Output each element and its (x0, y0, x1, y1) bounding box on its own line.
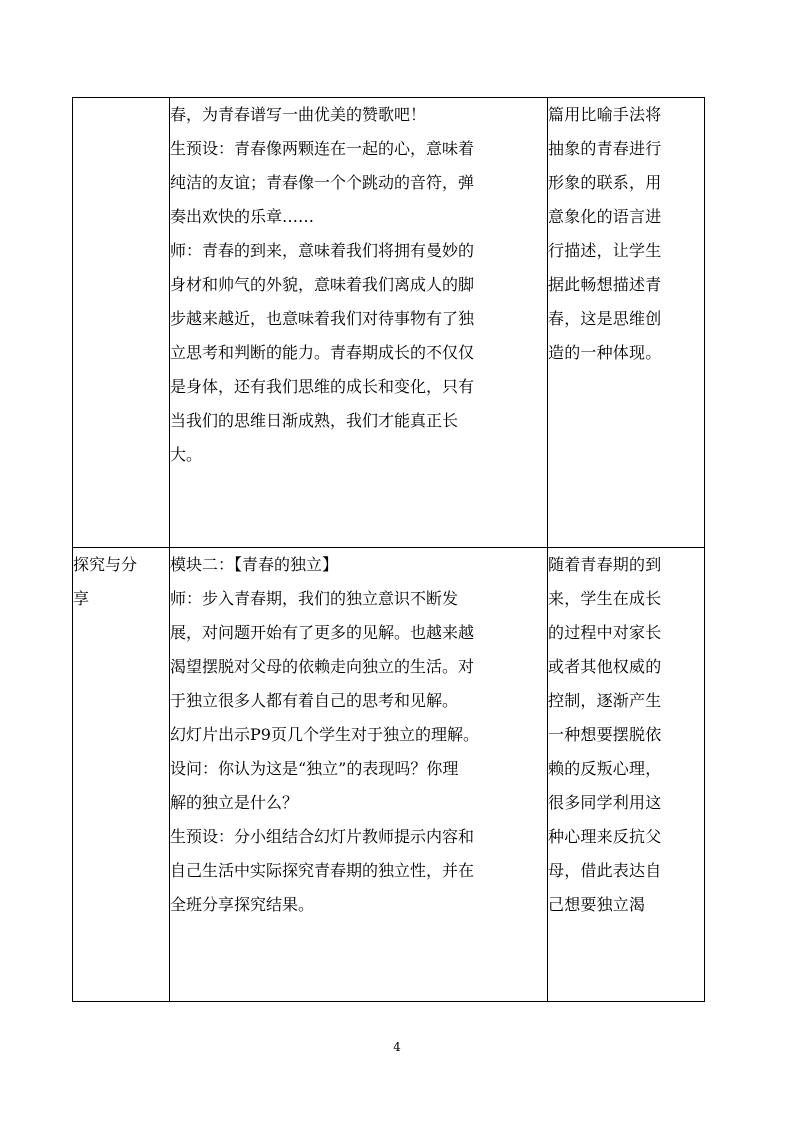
intent-line: 造的一种体现。 (548, 343, 662, 362)
activity-line: 生预设：分小组结合幻灯片教师提示内容和 (170, 827, 475, 846)
activity-line: 渴望摆脱对父母的依赖走向独立的生活。对 (170, 657, 475, 676)
lesson-plan-table (72, 97, 705, 1002)
intent-line: 赖的反叛心理， (548, 759, 662, 778)
activity-line: 全班分享探究结果。 (170, 895, 315, 914)
intent-line: 或者其他权威的 (548, 657, 662, 676)
stage-line: 享 (73, 589, 90, 608)
activity-line: 师：步入青春期，我们的独立意识不断发 (170, 589, 459, 608)
activity-line: 春，为青春谱写一曲优美的赞歌吧！ (170, 105, 427, 124)
activity-cell (170, 548, 548, 1002)
table-row (73, 548, 705, 1002)
intent-line: 春，这是思维创 (548, 309, 662, 328)
intent-line: 己想要独立渴 (548, 895, 646, 914)
activity-line: 身材和帅气的外貌，意味着我们离成人的脚 (170, 275, 475, 294)
activity-line: 当我们的思维日渐成熟，我们才能真正长 (170, 411, 459, 430)
activity-line: 是身体，还有我们思维的成长和变化，只有 (170, 377, 475, 396)
stage-cell (73, 98, 170, 548)
design-intent-cell (548, 98, 705, 548)
activity-line: 生预设：青春像两颗连在一起的心，意味着 (170, 139, 475, 158)
activity-line: 于独立很多人都有着自己的思考和见解。 (170, 691, 459, 710)
intent-line: 控制，逐渐产生 (548, 691, 662, 710)
activity-line: 自己生活中实际探究青春期的独立性，并在 (170, 861, 475, 880)
intent-line: 意象化的语言进 (548, 207, 662, 226)
intent-line: 行描述，让学生 (548, 241, 662, 260)
intent-line: 来，学生在成长 (548, 589, 662, 608)
activity-cell (170, 98, 548, 548)
activity-line: 奏出欢快的乐章…… (170, 207, 315, 226)
intent-line: 很多同学利用这 (548, 793, 662, 812)
activity-line: 模块二：【青春的独立】 (170, 555, 339, 574)
activity-line: 幻灯片出示P9页几个学生对于独立的理解。 (170, 725, 479, 744)
activity-line: 大。 (170, 445, 203, 464)
design-intent-cell (548, 548, 705, 1002)
intent-line: 形象的联系，用 (548, 173, 662, 192)
intent-line: 母，借此表达自 (548, 861, 662, 880)
intent-line: 一种想要摆脱依 (548, 725, 662, 744)
activity-line: 立思考和判断的能力。青春期成长的不仅仅 (170, 343, 475, 362)
intent-line: 篇用比喻手法将 (548, 105, 662, 124)
table-row (73, 98, 705, 548)
intent-line: 据此畅想描述青 (548, 275, 662, 294)
intent-line: 随着青春期的到 (548, 555, 662, 574)
intent-line: 抽象的青春进行 (548, 139, 662, 158)
activity-line: 师：青春的到来，意味着我们将拥有曼妙的 (170, 241, 475, 260)
activity-line: 步越来越近，也意味着我们对待事物有了独 (170, 309, 475, 328)
activity-line: 设问：你认为这是“独立”的表现吗？你理 (170, 759, 459, 778)
activity-line: 纯洁的友谊；青春像一个个跳动的音符，弹 (170, 173, 475, 192)
activity-line: 展，对问题开始有了更多的见解。也越来越 (170, 623, 475, 642)
intent-line: 种心理来反抗父 (548, 827, 662, 846)
stage-line: 探究与分 (73, 555, 138, 574)
activity-line: 解的独立是什么？ (170, 793, 299, 812)
intent-line: 的过程中对家长 (548, 623, 662, 642)
stage-cell (73, 548, 170, 1002)
page-number: 4 (393, 1040, 401, 1054)
